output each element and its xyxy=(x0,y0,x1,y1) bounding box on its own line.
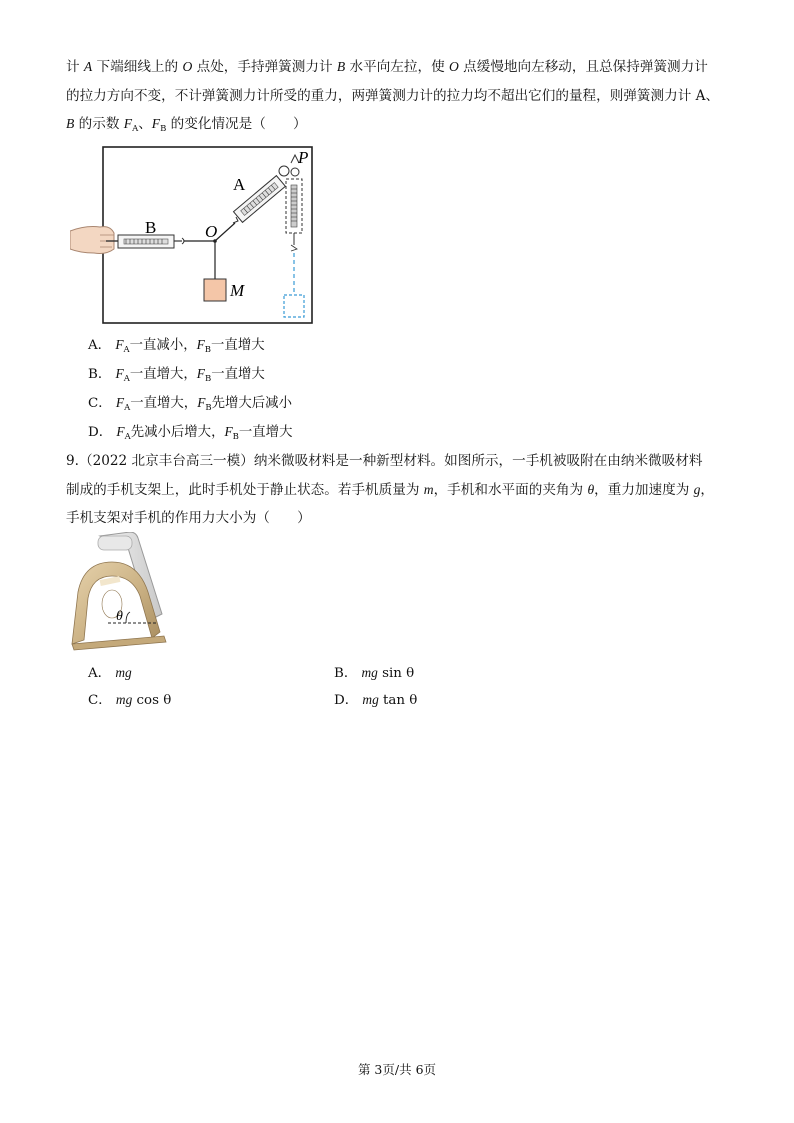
q8-option-c[interactable]: C． $F_A$一直增大，$F_B$先增大后减小 xyxy=(88,395,292,413)
q8-line-1: 计 A 下端细线上的 O 点处，手持弹簧测力计 B 水平向左拉，使 O 点缓慢地向左移动，且总保持弹簧测力计 xyxy=(66,59,708,75)
label-a: A xyxy=(233,175,246,194)
q8-option-d[interactable]: D． $F_A$先减小后增大，$F_B$一直增大 xyxy=(88,424,293,442)
hand-icon xyxy=(70,227,114,254)
q9-stem xyxy=(66,447,715,533)
q9-option-c[interactable]: C． mg cos θ xyxy=(88,692,172,708)
q9-option-d[interactable]: D． mg tan θ xyxy=(334,692,418,708)
mass-m xyxy=(204,279,226,301)
q8-figure xyxy=(70,145,316,327)
page-footer: 第 3页/共 6页 xyxy=(357,1062,437,1077)
q8-line-2: 的拉力方向不变，不计弹簧测力计所受的重力，两弹簧测力计的拉力均不超出它们的量程，则弹簧测力计 A、 xyxy=(66,87,720,104)
q9-figure xyxy=(68,532,168,652)
label-m: M xyxy=(230,281,245,300)
q8-stem xyxy=(66,53,720,139)
q9-option-b[interactable]: B． mg sin θ xyxy=(334,665,415,681)
label-o: O xyxy=(205,222,218,241)
label-p: P xyxy=(298,148,309,167)
q8-option-b[interactable]: B． $F_A$一直增大，$F_B$一直增大 xyxy=(88,366,265,384)
q9-option-a[interactable]: A． mg xyxy=(88,665,132,681)
pivot-circle xyxy=(279,166,289,176)
q9-line-1: 9.（2022 北京丰台高三一模）纳米微吸材料是一种新型材料。如图所示，一手机被吸附在由纳米微吸材料 xyxy=(66,453,703,469)
q8-line-3: B 的示数 $F_A$、$F_B$ 的变化情况是（ ） xyxy=(66,116,307,134)
theta-label: θ xyxy=(116,609,123,624)
q8-option-a[interactable]: A． $F_A$一直减小，$F_B$一直增大 xyxy=(88,337,265,355)
pivot-circle-2 xyxy=(291,168,299,176)
label-b: B xyxy=(145,218,157,237)
q9-line-3: 手机支架对手机的作用力大小为（ ） xyxy=(66,510,311,526)
stand-image xyxy=(72,562,166,650)
q9-line-2: 制成的手机支架上，此时手机处于静止状态。若手机质量为 m，手机和水平面的夹角为 θ，重力加速度为 g， xyxy=(66,481,715,498)
